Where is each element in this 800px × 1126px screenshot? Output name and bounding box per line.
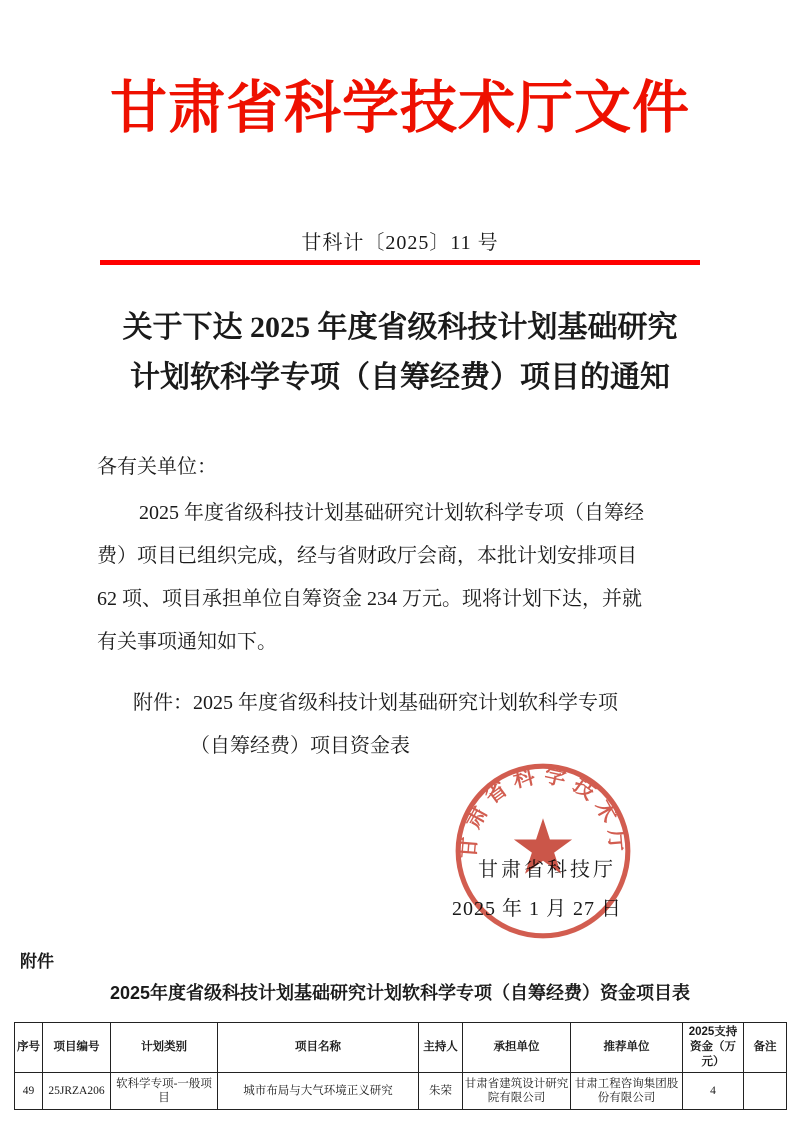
official-seal: [451, 759, 635, 943]
seal-star-icon: [514, 818, 572, 874]
funding-table-row: [15, 1073, 787, 1110]
body-paragraph: [97, 492, 707, 664]
cell-leader: 朱荣: [419, 1073, 463, 1110]
issuing-authority: 甘肃省科技厅: [478, 859, 616, 881]
column-header-project-code: 项目编号: [43, 1023, 111, 1073]
document-number: 甘科计〔2025〕11 号: [301, 232, 499, 254]
funding-table-header-row: [15, 1023, 787, 1073]
funding-table: [14, 1022, 787, 1110]
body-line: 2025 年度省级科技计划基础研究计划软科学专项（自筹经: [139, 502, 644, 524]
column-header-recommending-unit: 推荐单位: [571, 1023, 683, 1073]
cell-project-name: 城市布局与大气环境正义研究: [218, 1073, 419, 1110]
column-header-leader: 主持人: [419, 1023, 463, 1073]
column-header-project-name: 项目名称: [218, 1023, 419, 1073]
cell-seq: 49: [15, 1073, 43, 1110]
salutation: 各有关单位：: [97, 456, 217, 478]
column-header-support-fund: 2025支持资金（万元）: [683, 1023, 744, 1073]
cell-undertaking-unit: 甘肃省建筑设计研究院有限公司: [463, 1073, 571, 1110]
attachment-reference-line-1: 附件：2025 年度省级科技计划基础研究计划软科学专项: [133, 692, 618, 714]
column-header-remarks: 备注: [744, 1023, 787, 1073]
column-header-plan-category: 计划类别: [111, 1023, 218, 1073]
cell-project-code: 25JRZA206: [43, 1073, 111, 1110]
red-divider-line: [100, 260, 700, 265]
column-header-seq: 序号: [15, 1023, 43, 1073]
document-header-title: 甘肃省科学技术厅文件: [110, 77, 690, 140]
body-line: 62 项、项目承担单位自筹资金 234 万元。现将计划下达，并就: [97, 588, 642, 610]
issue-date: 2025 年 1 月 27 日: [452, 898, 622, 920]
document-title-line-2: 计划软科学专项（自筹经费）项目的通知: [130, 361, 670, 394]
document-title-line-1: 关于下达 2025 年度省级科技计划基础研究: [122, 311, 678, 344]
body-line: 费）项目已组织完成，经与省财政厅会商，本批计划安排项目: [97, 545, 637, 567]
document-title: [0, 303, 800, 403]
cell-support-fund: 4: [683, 1073, 744, 1110]
cell-recommending-unit: 甘肃工程咨询集团股份有限公司: [571, 1073, 683, 1110]
funding-table-title: 2025年度省级科技计划基础研究计划软科学专项（自筹经费）资金项目表: [109, 983, 691, 1003]
seal-arc-text: 甘肃省科学技术厅: [455, 762, 631, 860]
column-header-undertaking-unit: 承担单位: [463, 1023, 571, 1073]
attachment-reference: [133, 682, 713, 768]
cell-plan-category: 软科学专项-一般项目: [111, 1073, 218, 1110]
cell-remarks: [744, 1073, 787, 1110]
attachment-reference-line-2: （自筹经费）项目资金表: [190, 735, 410, 757]
body-line: 有关事项通知如下。: [97, 631, 277, 653]
attachment-label: 附件: [20, 952, 54, 971]
